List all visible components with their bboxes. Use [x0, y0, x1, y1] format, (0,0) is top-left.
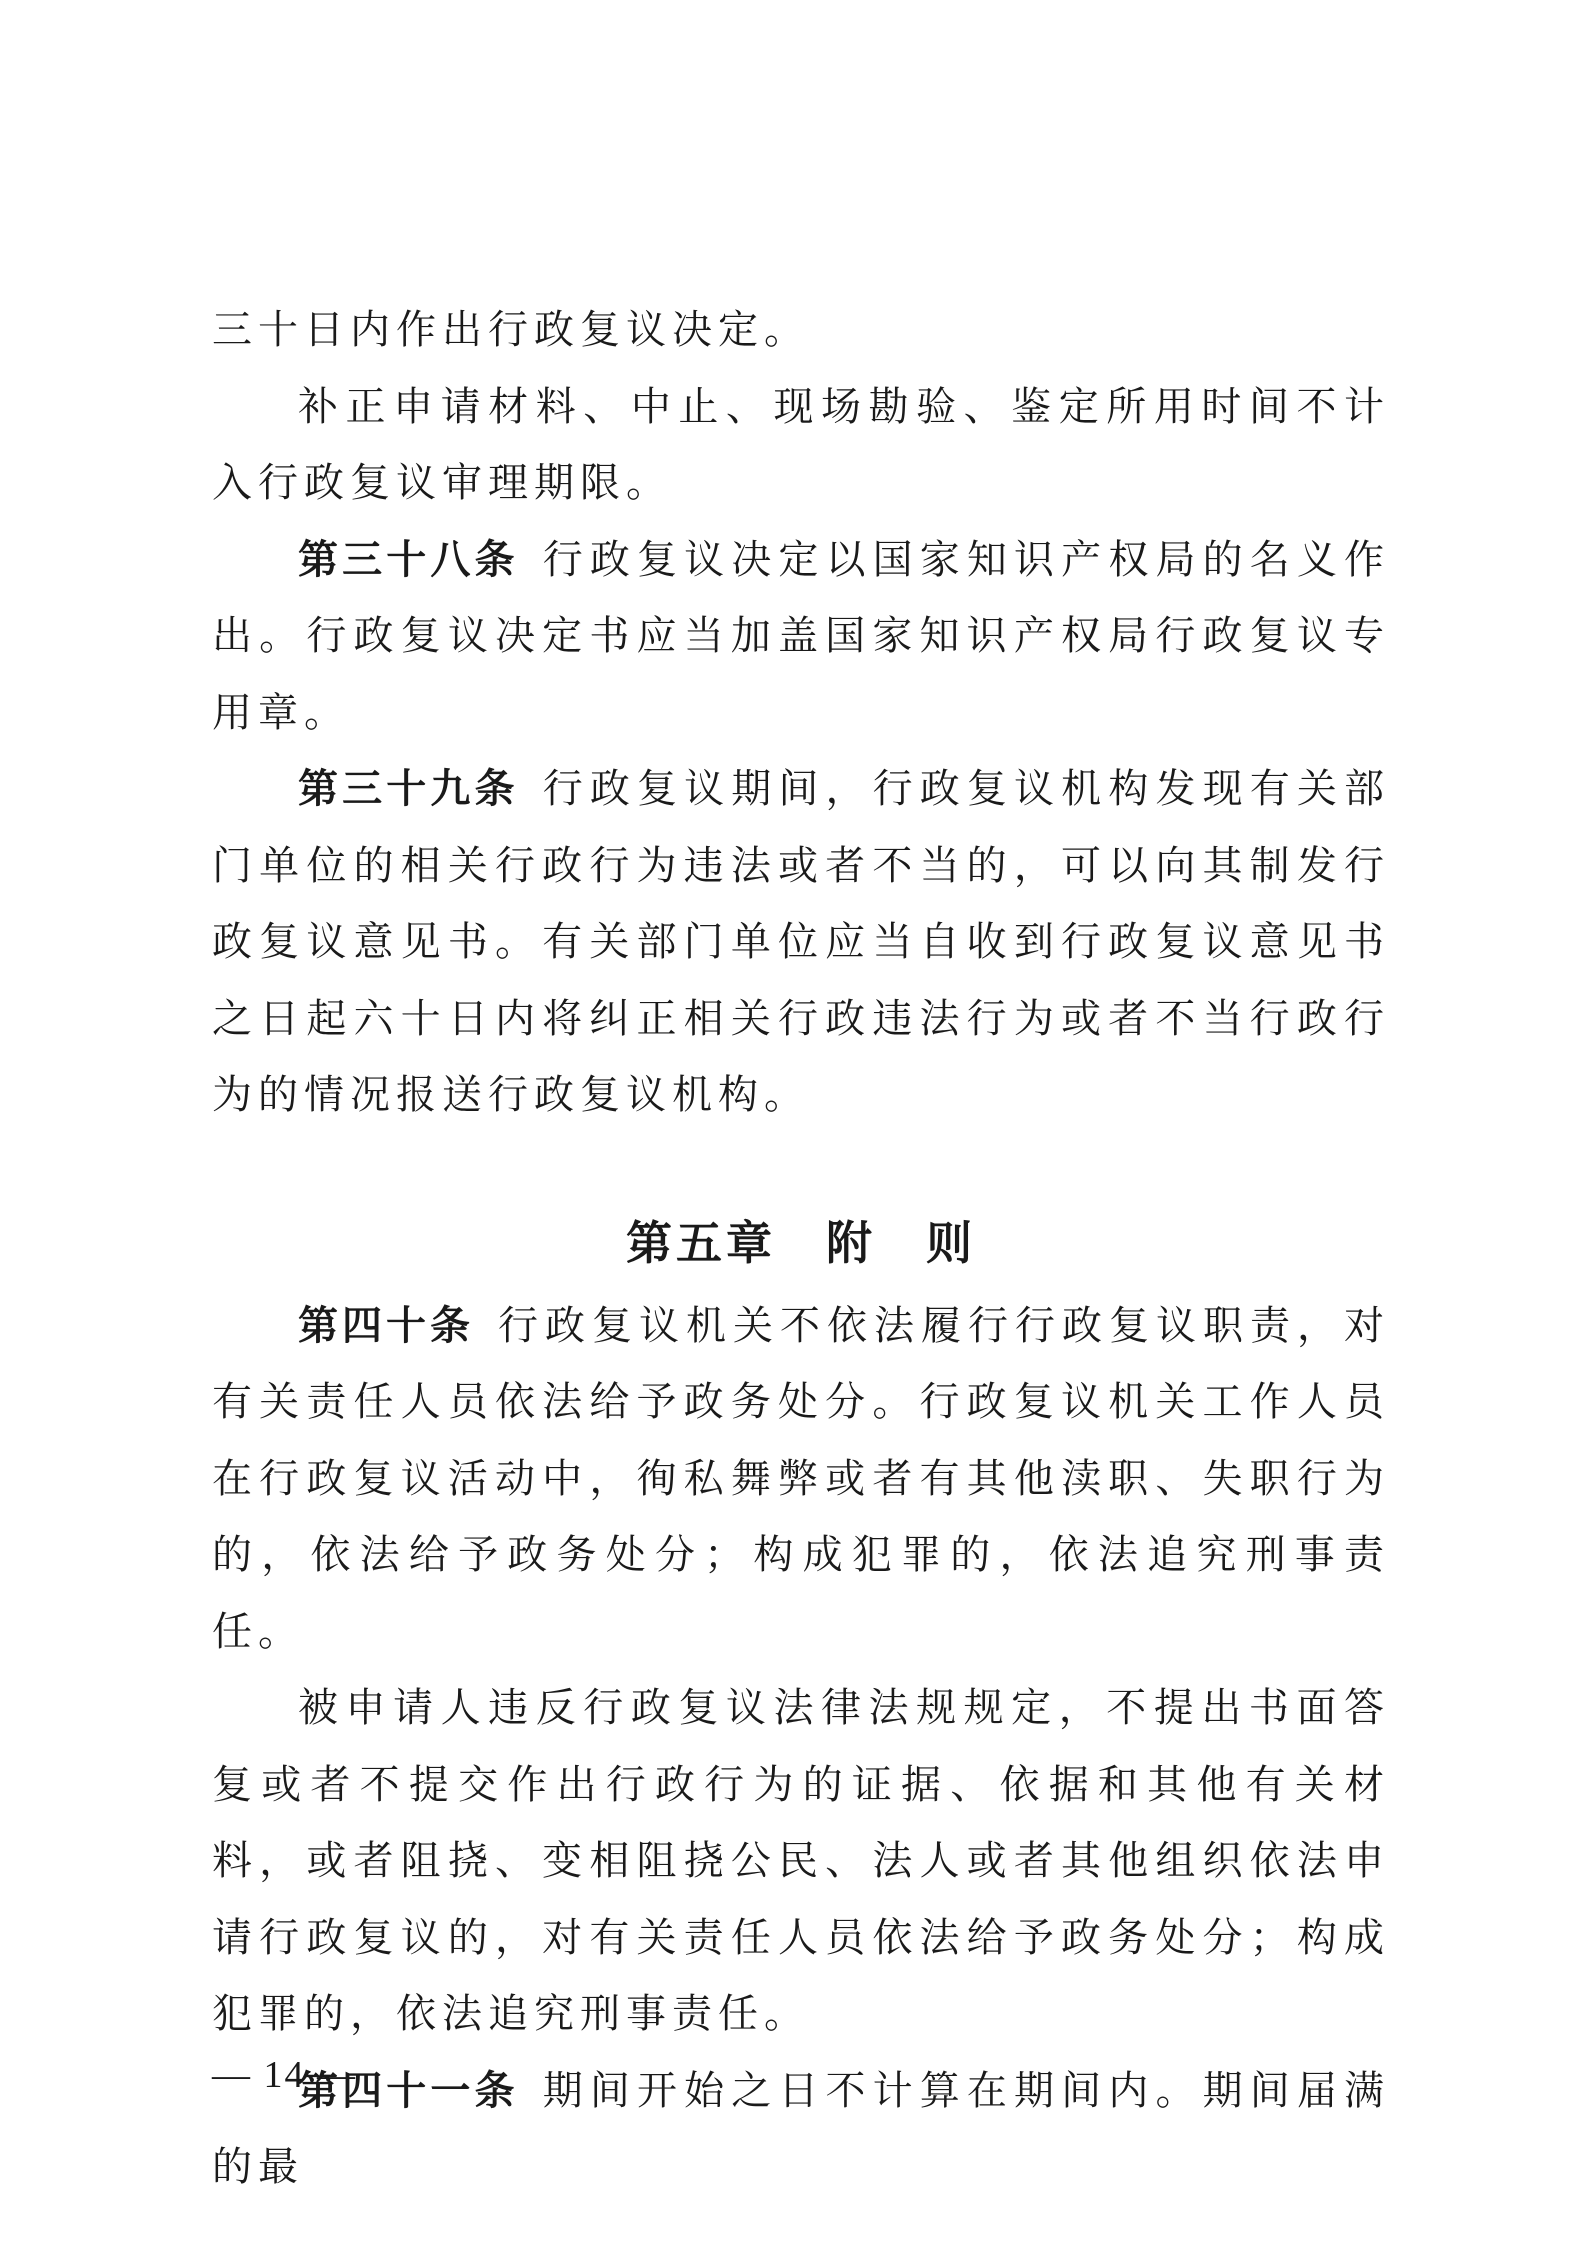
paragraph-continued	[212, 292, 1390, 369]
paragraph-text: 被申请人违反行政复议法律法规规定，不提出书面答复或者不提交作出行政行为的证据、依据和其他有关材料，或者阻挠、变相阻挠公民、法人或者其他组织依法申请行政复议的，对有关责任人员依法给予政务处分；构成犯罪的，依法追究刑事责任。	[212, 1685, 1390, 2037]
paragraph-text: 行政复议机关不依法履行行政复议职责，对有关责任人员依法给予政务处分。行政复议机关工作人员在行政复议活动中，徇私舞弊或者有其他渎职、失职行为的，依法给予政务处分；构成犯罪的，依法追究刑事责任。	[212, 1302, 1390, 1655]
article-39	[212, 751, 1390, 1134]
article-number: 第四十条	[298, 1302, 474, 1349]
text-body	[212, 292, 1390, 2206]
paragraph-text: 行政复议决定以国家知识产权局的名义作出。行政复议决定书应当加盖国家知识产权局行政复议专用章。	[212, 536, 1391, 736]
paragraph-text: 期间开始之日不计算在期间内。期间届满的最	[212, 2067, 1391, 2190]
paragraph-review-period	[212, 369, 1390, 522]
article-40	[212, 1288, 1390, 1671]
paragraph-text: 行政复议期间，行政复议机构发现有关部门单位的相关行政行为违法或者不当的，可以向其制发行政复议意见书。有关部门单位应当自收到行政复议意见书之日起六十日内将纠正相关行政违法行为或者不当行政行为的情况报送行政复议机构。	[212, 766, 1391, 1118]
paragraph-text: 三十日内作出行政复议决定。	[212, 307, 810, 353]
paragraph-respondent-violation	[212, 1670, 1390, 2053]
article-number: 第四十一条	[298, 2067, 519, 2114]
paragraph-text: 补正申请材料、中止、现场勘验、鉴定所用时间不计入行政复议审理期限。	[212, 383, 1390, 506]
article-number: 第三十九条	[298, 766, 519, 812]
page-number: — 14 —	[212, 2054, 357, 2096]
article-41	[212, 2053, 1390, 2206]
article-38	[212, 522, 1390, 752]
article-number: 第三十八条	[298, 536, 519, 583]
chapter-title: 第五章 附 则	[626, 1215, 976, 1270]
